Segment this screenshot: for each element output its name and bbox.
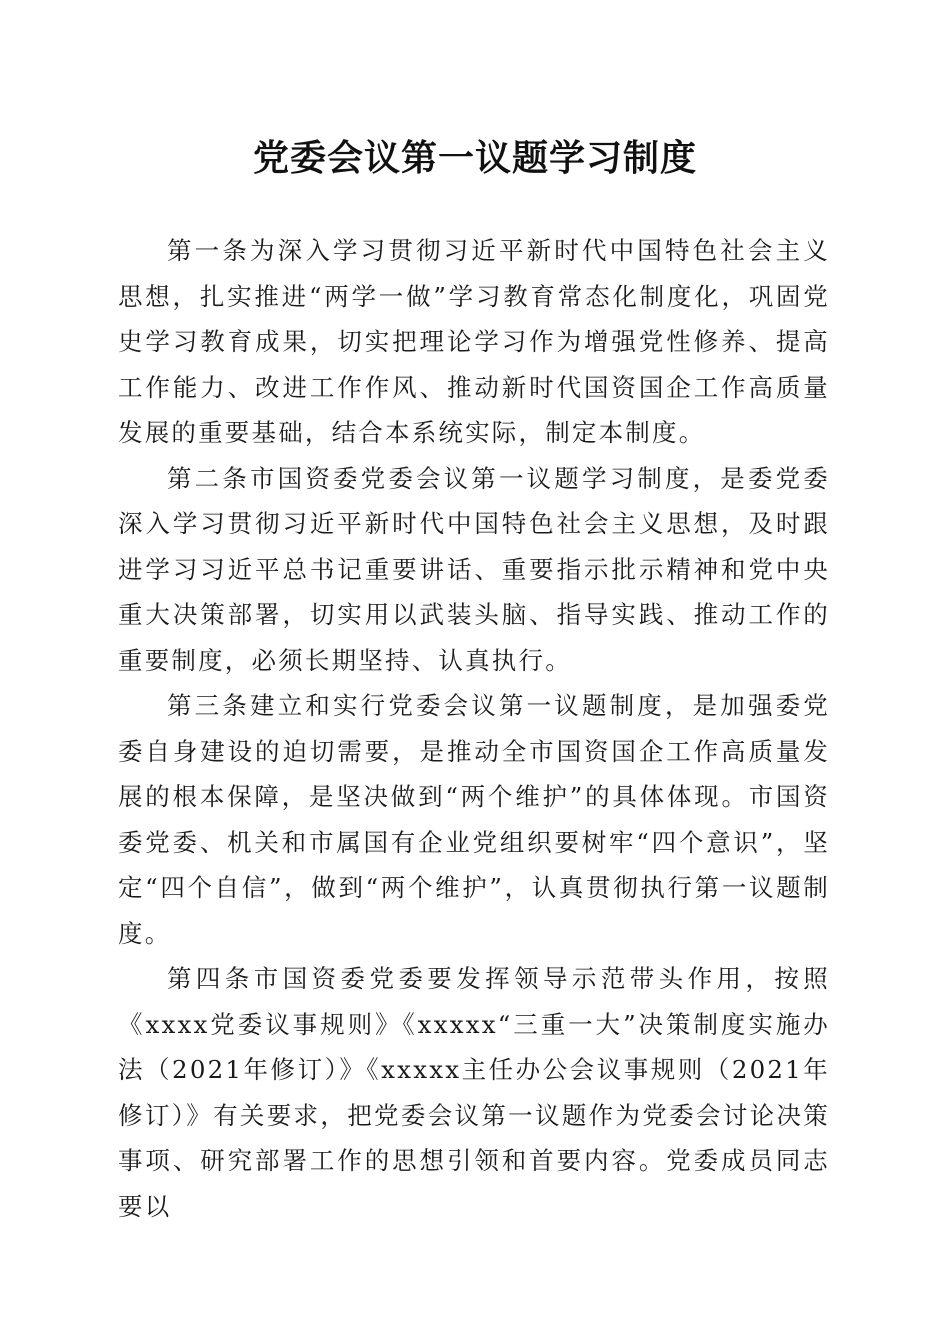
document-title: 党委会议第一议题学习制度	[252, 137, 697, 179]
article-2-paragraph: 第二条市国资委党委会议第一议题学习制度，是委党委深入学习贯彻习近平新时代中国特色社会主义思想，及时跟进学习习近平总书记重要讲话、重要指示批示精神和党中央重大决策部署，切实用以武装头脑、指导实践、推动工作的重要制度，必须长期坚持、认真执行。	[118, 463, 830, 675]
article-4-paragraph: 第四条市国资委党委要发挥领导示范带头作用，按照《xxxx党委议事规则》《xxxxx“三重一大”决策制度实施办法（2021年修订）》《xxxxx主任办公会议事规则（2021年修订）》有关要求，把党委会议第一议题作为党委会讨论决策事项、研究部署工作的思想引领和首要内容。党委成员同志要以	[118, 964, 830, 1221]
document-body	[118, 228, 830, 1229]
article-1-paragraph: 第一条为深入学习贯彻习近平新时代中国特色社会主义思想，扎实推进“两学一做”学习教育常态化制度化，巩固党史学习教育成果，切实把理论学习作为增强党性修养、提高工作能力、改进工作作风、推动新时代国资国企工作高质量发展的重要基础，结合本系统实际，制定本制度。	[118, 236, 830, 447]
article-3-paragraph: 第三条建立和实行党委会议第一议题制度，是加强委党委自身建设的迫切需要，是推动全市国资国企工作高质量发展的根本保障，是坚决做到“两个维护”的具体体现。市国资委党委、机关和市属国有企业党组织要树牢“四个意识”，坚定“四个自信”，做到“两个维护”，认真贯彻执行第一议题制度。	[118, 691, 830, 948]
